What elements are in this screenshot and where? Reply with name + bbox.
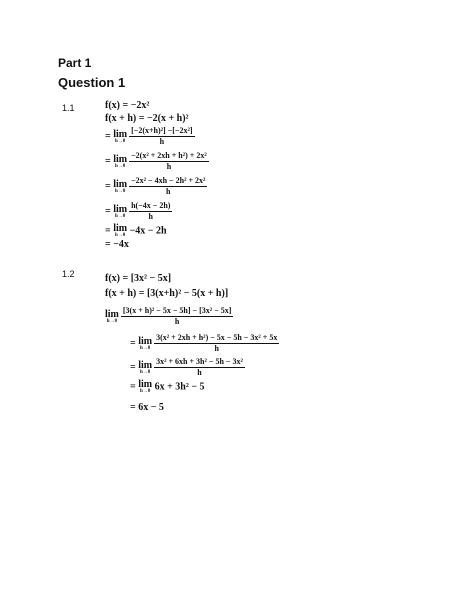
- part-heading: Part 1: [58, 56, 92, 70]
- equals-prefix: =: [130, 381, 139, 393]
- limit-subscript: h→0: [115, 163, 126, 169]
- fraction: [129, 201, 172, 222]
- limit-operator: [113, 180, 127, 194]
- math-line: f(x + h) = [3(x+h)² − 5(x + h)]: [105, 288, 229, 299]
- fraction-numerator: [3(x + h)² − 5x − 5h] − [3x² − 5x]: [122, 306, 232, 315]
- fraction-numerator: −2(x² + 2xh + h²) + 2x²: [131, 151, 207, 160]
- section-number: 1.1: [62, 103, 75, 113]
- math-line: [130, 333, 279, 354]
- limit-word: lim: [138, 379, 153, 390]
- limit-operator: [113, 130, 127, 144]
- limit-subscript: h→0: [115, 188, 126, 194]
- math-line: [105, 306, 233, 327]
- math-line: [105, 224, 167, 238]
- limit-word: lim: [113, 128, 128, 140]
- limit-word: lim: [113, 223, 128, 234]
- fraction-numerator: −2x² − 4xh − 2h² + 2x²: [131, 176, 206, 185]
- equals-prefix: =: [105, 225, 114, 237]
- fraction: [129, 151, 209, 172]
- fraction-denominator: h: [166, 187, 171, 196]
- fraction-denominator: h: [166, 162, 172, 171]
- limit-subscript: h→0: [115, 233, 126, 238]
- equals-prefix: =: [105, 130, 114, 142]
- section-number: 1.2: [62, 269, 75, 279]
- limit-subscript: h→0: [140, 389, 151, 394]
- limit-operator: [138, 361, 152, 375]
- limit-subscript: h→0: [115, 213, 126, 219]
- limit-subscript: h→0: [140, 345, 151, 351]
- equals-prefix: =: [105, 155, 114, 167]
- equals-prefix: =: [130, 337, 139, 349]
- math-line: [105, 176, 207, 197]
- math-line: [105, 151, 209, 172]
- limit-subscript: h→0: [115, 138, 126, 144]
- limit-operator: [113, 205, 127, 219]
- math-line: f(x) = −2x²: [105, 100, 150, 111]
- math-line: [105, 126, 195, 147]
- math-line: = −4x: [105, 239, 129, 250]
- fraction-numerator: 3(x² + 2xh + h²) − 5x − 5h − 3x² + 5x: [156, 333, 278, 342]
- fraction: [154, 357, 245, 378]
- math-line: [130, 357, 245, 378]
- fraction-denominator: h: [148, 212, 153, 221]
- fraction-denominator: h: [174, 317, 180, 326]
- fraction: [129, 126, 194, 147]
- fraction-denominator: h: [159, 137, 165, 146]
- math-line: [105, 201, 172, 222]
- math-line: f(x) = [3x² − 5x]: [105, 273, 172, 284]
- limit-operator: [105, 310, 119, 324]
- math-line: = 6x − 5: [130, 402, 164, 413]
- equals-prefix: =: [105, 180, 114, 192]
- equals-prefix: =: [105, 205, 114, 217]
- limit-body: −4x − 2h: [127, 225, 167, 237]
- fraction: [129, 176, 207, 197]
- equals-prefix: =: [130, 361, 139, 373]
- limit-operator: [113, 155, 127, 169]
- limit-subscript: h→0: [140, 369, 151, 375]
- limit-word: lim: [138, 359, 153, 371]
- fraction-denominator: h: [197, 368, 202, 377]
- limit-word: lim: [105, 308, 119, 320]
- fraction: [154, 333, 279, 354]
- limit-word: lim: [113, 153, 128, 165]
- math-line: [130, 380, 205, 394]
- fraction-numerator: h(−4x − 2h): [131, 201, 171, 210]
- fraction-numerator: 3x² + 6xh + 3h² − 5h − 3x²: [156, 357, 243, 366]
- limit-word: lim: [113, 178, 128, 190]
- limit-operator: [138, 380, 152, 394]
- question-heading: Question 1: [58, 75, 126, 90]
- math-line: f(x + h) = −2(x + h)²: [105, 113, 189, 124]
- limit-body: 6x + 3h² − 5: [152, 381, 205, 393]
- limit-word: lim: [113, 203, 128, 215]
- fraction-numerator: [−2(x+h)²] −[−2x²]: [131, 126, 193, 135]
- limit-word: lim: [138, 335, 153, 347]
- fraction: [121, 306, 233, 327]
- fraction-denominator: h: [214, 344, 219, 353]
- limit-operator: [113, 224, 127, 238]
- limit-operator: [138, 337, 152, 351]
- limit-subscript: h→0: [106, 318, 118, 324]
